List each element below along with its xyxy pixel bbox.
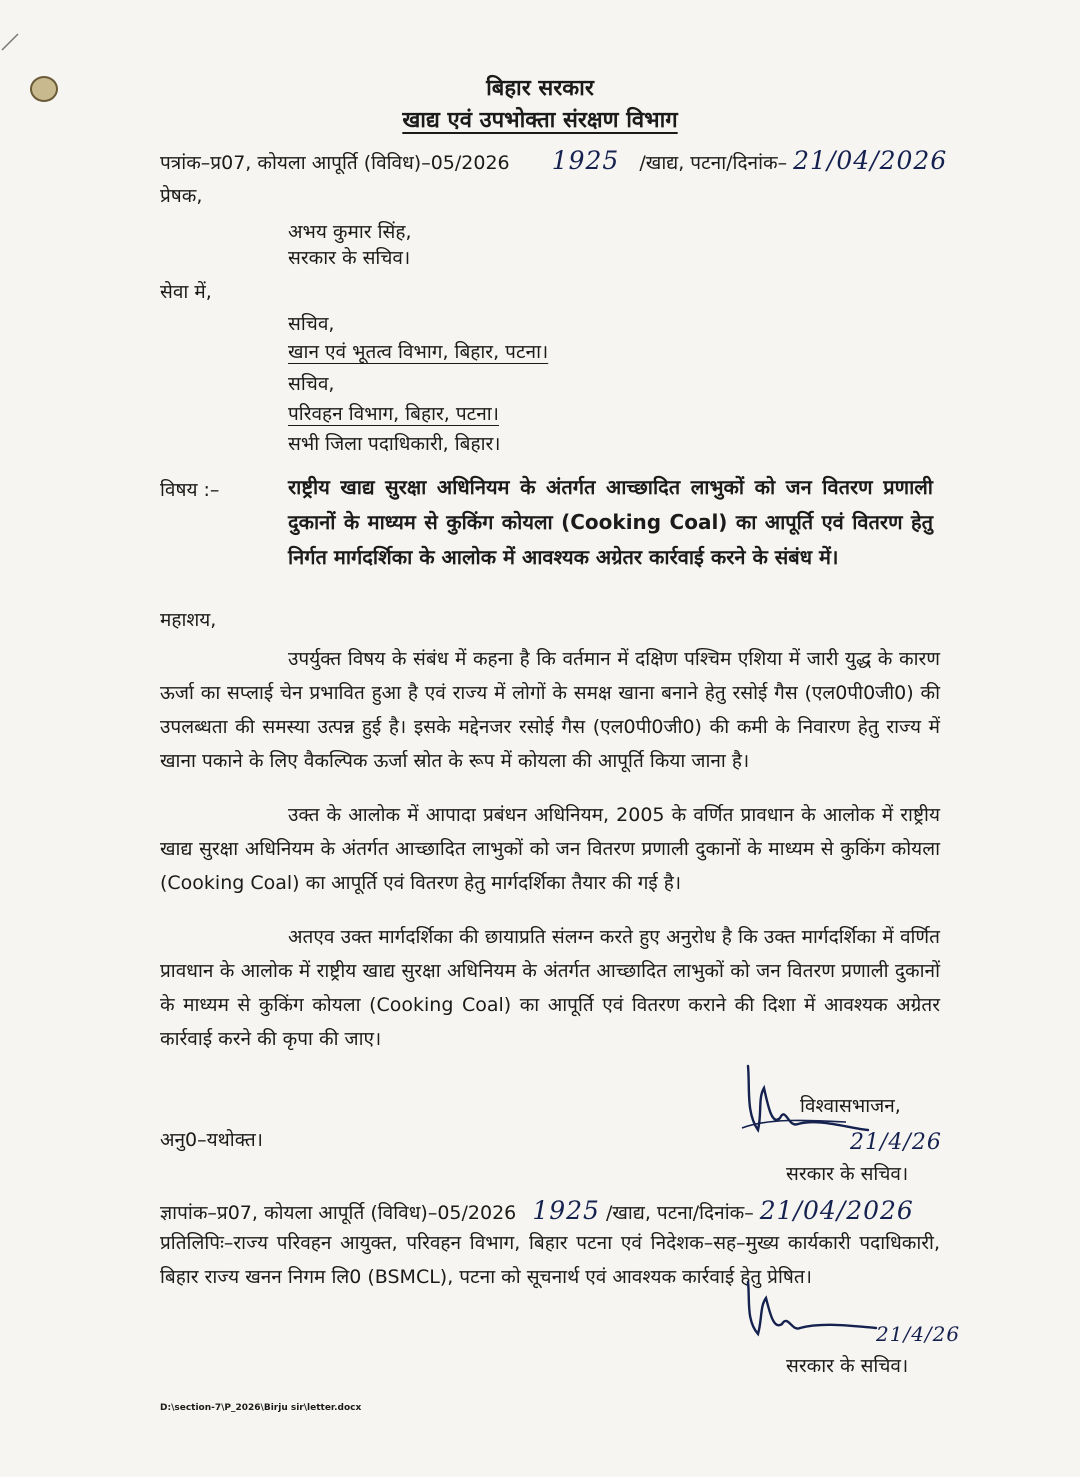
signature-2-date: 21/4/26 [876,1322,961,1346]
memo-prefix: ज्ञापांक–प्र07, कोयला आपूर्ति (विविध)–05/2026 [160,1202,517,1224]
ref-number: 1925 [551,146,620,175]
signature-2 [736,1276,886,1346]
department-title: खाद्य एवं उपभोक्ता संरक्षण विभाग [402,108,678,133]
corner-fold-mark [0,30,22,52]
signature-1-date: 21/4/26 [850,1130,942,1155]
subject-text: राष्ट्रीय खाद्य सुरक्षा अधिनियम के अंतर्गत आच्छादित लाभुकों को जन वितरण प्रणाली दुकानों के माध्यम से कुकिंग कोयला (Cooking Coal) का आपूर्ति एवं वितरण हेतु निर्गत मार्गदर्शिका के आलोक में आवश्यक अग्रेतर कार्रवाई करने के संबंध में। [288,475,933,569]
ref-prefix: पत्रांक–प्र07, कोयला आपूर्ति (विविध)–05/2026 [160,152,510,174]
memo-number: 1925 [532,1196,600,1225]
sender-label: प्रेषक, [160,185,203,207]
memo-line [160,1196,914,1225]
body-paragraph: उक्त के आलोक में आपादा प्रबंधन अधिनियम, 2005 के वर्णित प्रावधान के आलोक में राष्ट्रीय खाद्य सुरक्षा अधिनियम के अंतर्गत आच्छादित लाभुकों को जन वितरण प्रणाली दुकानों के माध्यम से कुकिंग कोयला (Cooking Coal) का आपूर्ति एवं वितरण हेतु मार्गदर्शिका तैयार की गई है। [160,804,940,894]
enclosure: अनु0–यथोक्त। [160,1129,263,1151]
subject-label: विषय :– [160,479,220,501]
body-paragraph: अतएव उक्त मार्गदर्शिका की छायाप्रति संलग्न करते हुए अनुरोध है कि उक्त मार्गदर्शिका में वर्णित प्रावधान के आलोक में राष्ट्रीय खाद्य सुरक्षा अधिनियम के अंतर्गत आच्छादित लाभुकों को जन वितरण प्रणाली दुकानों के माध्यम से कुकिंग कोयला (Cooking Coal) का आपूर्ति एवं वितरण कराने की दिशा में आवश्यक अग्रेतर कार्रवाई करने की कृपा की जाए। [160,926,940,1050]
ref-date: 21/04/2026 [793,146,948,175]
memo-middle: /खाद्य, पटना/दिनांक– [605,1202,754,1224]
closing: विश्वासभाजन, [800,1095,901,1117]
recipient-line: खान एवं भूतत्व विभाग, बिहार, पटना। [288,341,549,363]
ref-line [160,146,947,175]
body-paragraph: उपर्युक्त विषय के संबंध में कहना है कि वर्तमान में दक्षिण पश्चिम एशिया में जारी युद्ध के कारण ऊर्जा का सप्लाई चेन प्रभावित हुआ है एवं राज्य में लोगों के समक्ष खाना बनाने हेतु रसोई गैस (एल0पी0जी0) की उपलब्धता की समस्या उत्पन्न हुई है। इसके मद्देनजर रसोई गैस (एल0पी0जी0) की कमी के निवारण हेतु राज्य में खाना पकाने के लिए वैकल्पिक ऊर्जा स्रोत के रूप में कोयला की आपूर्ति किया जाना है। [160,648,940,772]
file-path: D:\section-7\P_2026\Birju sir\letter.docx [160,1403,362,1413]
copy-paragraph: प्रतिलिपिः–राज्य परिवहन आयुक्त, परिवहन विभाग, बिहार पटना एवं निदेशक–सह–मुख्य कार्यकारी पदाधिकारी, बिहार राज्य खनन निगम लि0 (BSMCL), पटना को सूचनार्थ एवं आवश्यक कार्रवाई हेतु प्रेषित। [160,1232,940,1288]
memo-date: 21/04/2026 [759,1196,914,1225]
recipient-line: सचिव, [288,313,335,335]
recipient-line: सभी जिला पदाधिकारी, बिहार। [288,433,501,455]
recipient-line: सचिव, [288,373,335,395]
govt-title: बिहार सरकार [486,76,594,101]
recipient-line: परिवहन विभाग, बिहार, पटना। [288,403,499,425]
sender-designation: सरकार के सचिव। [288,247,411,269]
salutation: महाशय, [160,609,217,631]
sender-name: अभय कुमार सिंह, [288,221,412,243]
signature-2-designation: सरकार के सचिव। [786,1355,909,1377]
recipients-label: सेवा में, [160,281,212,303]
signature-1-designation: सरकार के सचिव। [786,1163,909,1185]
ref-middle: /खाद्य, पटना/दिनांक– [639,152,788,174]
